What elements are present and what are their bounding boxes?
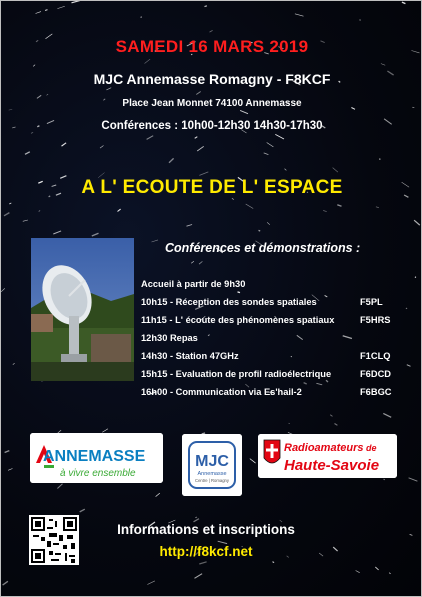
schedule-item-text: 16h00 - Communication via Es'hail-2 — [141, 387, 302, 397]
star-streak — [376, 207, 379, 208]
star-streak — [415, 277, 416, 278]
mjc-line1: Annemasse — [197, 471, 227, 477]
event-date: SAMEDI 16 MARS 2019 — [115, 37, 309, 56]
star-streak — [375, 567, 378, 570]
star-streak — [72, 1, 80, 3]
schedule-item-callsign: F1CLQ — [360, 351, 391, 361]
star-streak — [414, 220, 420, 225]
schedule-list — [141, 279, 411, 405]
star-streak — [145, 59, 151, 63]
star-streak — [323, 211, 327, 212]
ham-line2: de — [366, 443, 377, 453]
star-streak — [205, 6, 207, 7]
star-streak — [267, 143, 274, 147]
mjc-name: MJC — [195, 453, 229, 470]
star-streak — [147, 581, 155, 585]
star-streak — [13, 363, 15, 364]
star-streak — [335, 424, 338, 426]
annemasse-logo — [30, 433, 163, 483]
star-streak — [195, 137, 198, 139]
schedule-row — [141, 351, 411, 369]
schedule-row — [141, 315, 411, 333]
star-streak — [4, 213, 9, 216]
ham-line3: Haute-Savoie — [284, 457, 380, 474]
schedule-row — [141, 333, 411, 351]
star-streak — [31, 132, 33, 133]
star-streak — [118, 209, 121, 211]
schedule-item-callsign: F6BGC — [360, 387, 392, 397]
star-streak — [57, 484, 62, 489]
schedule-item-text: 11h15 - L' écoute des phénomènes spatiaux — [141, 315, 335, 325]
ham-line1: Radioamateurs — [284, 442, 364, 454]
star-streak — [152, 240, 159, 242]
star-streak — [3, 581, 8, 585]
star-streak — [285, 169, 287, 171]
star-streak — [199, 562, 206, 564]
star-streak — [330, 415, 332, 417]
star-streak — [195, 517, 197, 518]
star-streak — [402, 2, 406, 4]
star-streak — [356, 571, 360, 573]
conference-hours: Conférences : 10h00-12h30 14h30-17h30 — [101, 120, 323, 132]
star-streak — [410, 534, 413, 535]
star-streak — [275, 134, 284, 139]
schedule-item-text: 14h30 - Station 47GHz — [141, 351, 239, 361]
star-streak — [57, 6, 64, 8]
website-link[interactable]: http://f8kcf.net — [159, 544, 253, 559]
star-streak — [381, 64, 385, 66]
star-streak — [1, 288, 5, 291]
star-streak — [333, 168, 338, 173]
star-streak — [147, 136, 154, 140]
radioamateurs-logo — [258, 434, 397, 478]
star-streak — [383, 413, 391, 417]
star-streak — [80, 509, 85, 512]
schedule-row — [141, 387, 411, 405]
schedule-item-callsign: F6DCD — [360, 369, 391, 379]
star-streak — [267, 222, 270, 224]
star-streak — [141, 17, 142, 18]
schedule-item-text: 15h15 - Evaluation de profil radioélectrique — [141, 369, 332, 379]
star-streak — [264, 153, 269, 155]
schedule-item-text: 12h30 Repas — [141, 333, 198, 343]
star-streak — [337, 205, 341, 207]
schedule-item-callsign: F5PL — [360, 297, 383, 307]
venue-title: MJC Annemasse Romagny - F8KCF — [93, 71, 331, 87]
schedule-row — [141, 279, 411, 297]
program-subheading: Conférences et démonstrations : — [165, 241, 361, 255]
star-streak — [100, 146, 104, 149]
star-streak — [45, 10, 47, 11]
star-streak — [197, 146, 204, 151]
star-streak — [9, 109, 13, 110]
star-streak — [196, 92, 200, 95]
star-streak — [191, 261, 194, 263]
star-streak — [53, 231, 61, 234]
star-streak — [199, 172, 208, 176]
schedule-row — [141, 297, 411, 315]
star-streak — [259, 230, 261, 231]
qr-code[interactable] — [29, 515, 79, 565]
mjc-logo — [182, 434, 242, 496]
radio-dish-photo — [31, 238, 134, 381]
star-streak — [47, 94, 49, 95]
star-streak — [389, 573, 391, 574]
star-streak — [9, 203, 11, 204]
star-streak — [360, 20, 361, 21]
star-streak — [250, 459, 256, 464]
schedule-item-callsign: F5HRS — [360, 315, 391, 325]
schedule-item-text: 10h15 - Réception des sondes spatiales — [141, 297, 317, 307]
star-streak — [39, 210, 40, 211]
mjc-line2: Centre | Romagny — [195, 478, 229, 483]
star-streak — [195, 574, 203, 579]
star-streak — [409, 478, 418, 481]
star-streak — [62, 143, 67, 146]
star-streak — [36, 12, 42, 14]
star-streak — [169, 158, 174, 162]
star-streak — [23, 220, 28, 221]
venue-address: Place Jean Monnet 74100 Annemasse — [122, 98, 302, 109]
star-streak — [106, 88, 111, 90]
schedule-item-text: Accueil à partir de 9h30 — [141, 279, 246, 289]
schedule-row — [141, 369, 411, 387]
star-streak — [295, 14, 304, 16]
star-streak — [92, 233, 99, 236]
star-streak — [384, 479, 385, 480]
star-streak — [5, 451, 10, 453]
annemasse-name: ANNEMASSE — [43, 448, 146, 465]
event-headline: A L' ECOUTE DE L' ESPACE — [81, 177, 343, 198]
info-heading: Informations et inscriptions — [117, 522, 295, 537]
star-streak — [33, 65, 35, 67]
star-streak — [273, 562, 275, 563]
annemasse-tagline: à vivre ensemble — [60, 468, 136, 479]
star-streak — [8, 469, 12, 471]
star-streak — [25, 152, 30, 155]
star-streak — [246, 204, 254, 209]
star-streak — [199, 261, 202, 264]
star-streak — [102, 429, 108, 433]
star-streak — [187, 225, 193, 227]
star-streak — [210, 30, 213, 32]
star-streak — [240, 110, 248, 113]
star-streak — [156, 493, 160, 497]
